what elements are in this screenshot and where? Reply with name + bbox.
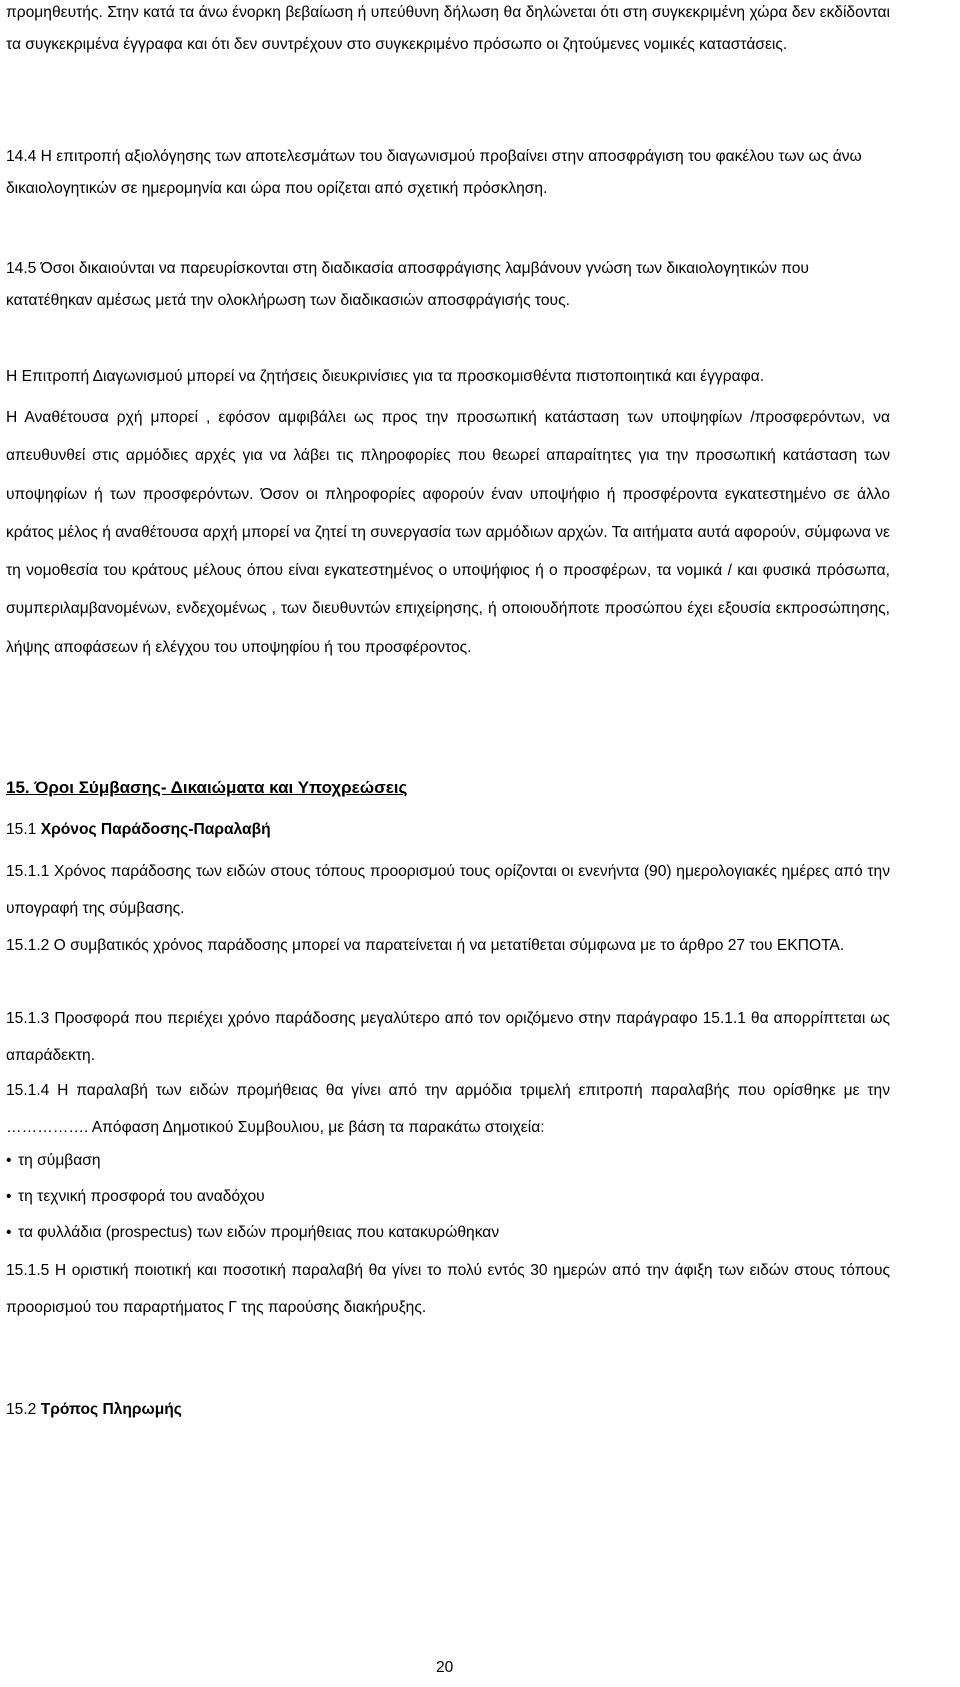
bullet-text: τη τεχνική προσφορά του αναδόχου (18, 1188, 265, 1205)
subsection-15-2-number: 15.2 (6, 1401, 37, 1418)
paragraph-15-1-3: 15.1.3 Προσφορά που περιέχει χρόνο παράδοσης μεγαλύτερο από τον οριζόμενο στην παράγραφο 15.1.1 θα απορρίπτεται ως απαράδεκτη. (6, 1010, 890, 1064)
page-number: 20 (436, 1659, 454, 1676)
paragraph-contracting-authority: Η Αναθέτουσα ρχή μπορεί , εφόσον αμφιβάλει ως προς την προσωπική κατάσταση των υποψηφίων /προσφερόντων, να απευθυνθεί στις αρμόδιες αρχές για να λάβει τις πληροφορίες που θεωρεί απαραίτητες για την προσωπική κατάσταση των υποψηφίων ή των προσφερόντων. Όσον οι πληροφορίες αφορούν έναν υποψήφιο ή προσφέροντα εγκατεστημένο σε άλλο κράτος μέλος ή αναθέτουσα αρχή μπορεί να ζητεί τη συνεργασία των αρμόδιων αρχών. Τα αιτήματα αυτά αφορούν, σύμφωνα νε τη νομοθεσία του κράτους μέλους όπου είναι εγκατεστημένος ο υποψήφιος ή ο προσφέρων, τα νομικά / και φυσικά πρόσωπα, συμπεριλαμβανομένων, ενδεχομένως , των διευθυντών επιχείρησης, ή οποιουδήποτε προσώπου έχει εξουσία εκπροσώπησης, λήψης αποφάσεων ή ελέγχου του υποψηφίου ή του προσφέροντος. (6, 409, 890, 656)
paragraph-15-1-5: 15.1.5 Η οριστική ποιοτική και ποσοτική παραλαβή θα γίνει το πολύ εντός 30 ημερών από την άφιξη των ειδών στους τόπους προορισμού του παραρτήματος Γ της παρούσης διακήρυξης. (6, 1262, 890, 1316)
paragraph-14-4: 14.4 Η επιτροπή αξιολόγησης των αποτελεσμάτων του διαγωνισμού προβαίνει στην αποσφράγιση του φακέλου των ως άνω δικαιολογητικών σε ημερομηνία και ώρα που ορίζεται από σχετική πρόσκληση. (6, 148, 862, 197)
subsection-15-1-heading (6, 814, 890, 846)
paragraph-14-5: 14.5 Όσοι δικαιούνται να παρευρίσκονται στη διαδικασία αποσφράγισης λαμβάνουν γνώση των δικαιολογητικών που κατατέθηκαν αμέσως μετά την ολοκλήρωση των διαδικασιών αποσφράγισής τους. (6, 260, 809, 309)
paragraph-intro: προμηθευτής. Στην κατά τα άνω ένορκη βεβαίωση ή υπεύθυνη δήλωση θα δηλώνεται ότι στη συγκεκριμένη χώρα δεν εκδίδονται τα συγκεκριμένα έγγραφα και ότι δεν συντρέχουν στο συγκεκριμένο πρόσωπο οι ζητούμενες νομικές καταστάσεις. (6, 4, 890, 53)
bullet-text: τη σύμβαση (18, 1152, 101, 1169)
bullet-item (6, 1145, 101, 1177)
bullet-icon: • (6, 1224, 12, 1241)
subsection-15-1-title: Χρόνος Παράδοσης-Παραλαβή (40, 821, 271, 838)
subsection-15-2-heading (6, 1394, 890, 1426)
subsection-15-1-number: 15.1 (6, 821, 37, 838)
paragraph-15-1-2: 15.1.2 Ο συμβατικός χρόνος παράδοσης μπορεί να παρατείνεται ή να μετατίθεται σύμφωνα με το άρθρο 27 του ΕΚΠΟΤΑ. (6, 937, 845, 954)
bullet-text: τα φυλλάδια (prospectus) των ειδών προμήθειας που κατακυρώθηκαν (18, 1224, 500, 1241)
paragraph-15-1-1: 15.1.1 Χρόνος παράδοσης των ειδών στους τόπους προορισμού τους ορίζονται οι ενενήντα (90) ημερολογιακές ημέρες από την υπογραφή της σύμβασης. (6, 863, 890, 917)
bullet-item (6, 1181, 265, 1213)
paragraph-15-1-4: 15.1.4 Η παραλαβή των ειδών προμήθειας θα γίνει από την αρμόδια τριμελή επιτροπή παραλαβής που ορίσθηκε με την ……………. Απόφαση Δημοτικού Συμβουλιου, με βάση τα παρακάτω στοιχεία: (6, 1082, 890, 1136)
subsection-15-2-title: Τρόπος Πληρωμής (40, 1401, 182, 1418)
section-15-heading: 15. Όροι Σύμβασης- Δικαιώματα και Υποχρεώσεις (6, 778, 408, 797)
paragraph-committee-clarifications: Η Επιτροπή Διαγωνισμού μπορεί να ζητήσεις διευκρινίσιες για τα προσκομισθέντα πιστοποιητικά και έγγραφα. (6, 368, 765, 385)
bullet-item (6, 1217, 499, 1249)
bullet-icon: • (6, 1152, 12, 1169)
bullet-icon: • (6, 1188, 12, 1205)
